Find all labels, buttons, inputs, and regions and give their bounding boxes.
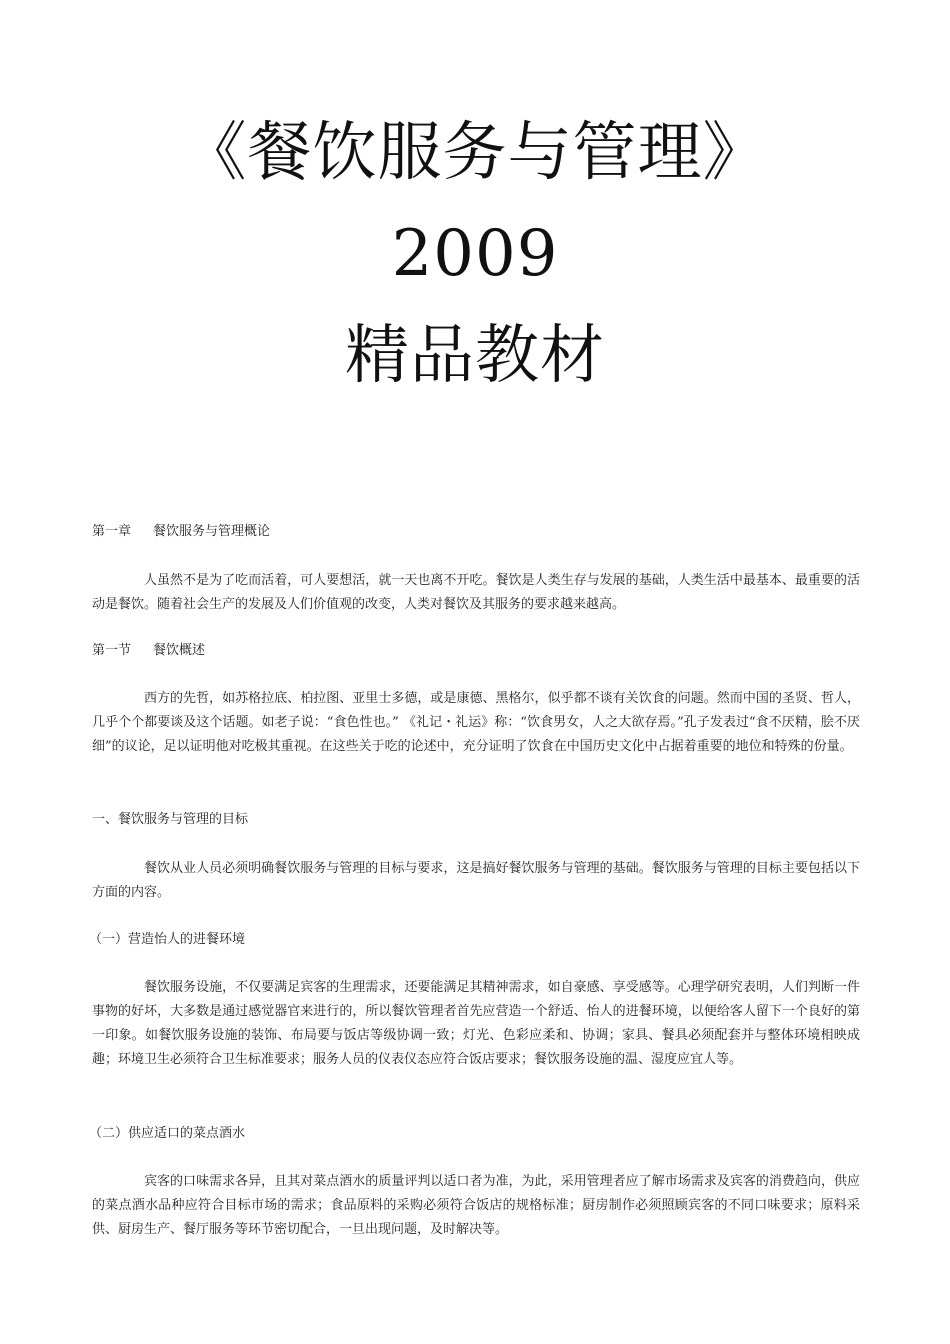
section-number: 第一节 [92,643,132,658]
chapter-intro-paragraph: 人虽然不是为了吃而活着，可人要想活，就一天也离不开吃。餐饮是人类生存与发展的基础，人类生活中最基本、最重要的活动是餐饮。随着社会生产的发展及人们价值观的改变，人类对餐饮及其服务的要求越来越高。 [92,573,860,612]
section-paragraph: 西方的先哲，如苏格拉底、柏拉图、亚里士多德，或是康德、黑格尔，似乎都不谈有关饮食的问题。然而中国的圣贤、哲人，几乎个个都要谈及这个话题。如老子说：“食色性也。” 《礼记・礼运》称：“饮食男女，人之大欲存焉。”孔子发表过“食不厌精，脍不厌细”的议论，足以证明他对吃极其重视。在这些关于吃的论述中，充分证明了饮食在中国历史文化中占据着重要的地位和特殊的份量。 [92,691,860,754]
title-line-2: 2009 [391,217,559,291]
chapter-title: 餐饮服务与管理概论 [153,524,271,539]
subsection-2-paragraph: 宾客的口味需求各异，且其对菜点酒水的质量评判以适口者为准，为此，采用管理者应了解市场需求及宾客的消费趋向，供应的菜点酒水品种应符合目标市场的需求；食品原料的采购必须符合饭店的规格标准；厨房制作必须照顾宾客的不同口味要求；原料采供、厨房生产、餐厅服务等环节密切配合，一旦出现问题，及时解决等。 [92,1174,860,1237]
title-line-1: 《餐饮服务与管理》 [182,116,768,190]
chapter-heading [92,522,270,542]
chapter-number: 第一章 [92,524,132,539]
subsection-2-heading: （二）供应适口的菜点酒水 [89,1126,246,1141]
subsection-1-heading: （一）营造怡人的进餐环境 [89,932,246,947]
title-line-3: 精品教材 [345,319,605,393]
part-heading: 一、餐饮服务与管理的目标 [92,812,249,827]
subsection-1-paragraph: 餐饮服务设施，不仅要满足宾客的生理需求，还要能满足其精神需求，如自豪感、享受感等。心理学研究表明，人们判断一件事物的好坏，大多数是通过感觉器官来进行的，所以餐饮管理者首先应营造一个舒适、怡人的进餐环境，以便给客人留下一个良好的第一印象。如餐饮服务设施的装饰、布局要与饭店等级协调一致；灯光、色彩应柔和、协调；家具、餐具必须配套并与整体环境相映成趣；环境卫生必须符合卫生标准要求；服务人员的仪表仪态应符合饭店要求；餐饮服务设施的温、湿度应宜人等。 [92,980,860,1067]
section-title: 餐饮概述 [153,643,206,658]
section-heading [92,641,205,661]
part-paragraph: 餐饮从业人员必须明确餐饮服务与管理的目标与要求，这是搞好餐饮服务与管理的基础。餐饮服务与管理的目标主要包括以下方面的内容。 [92,861,860,900]
